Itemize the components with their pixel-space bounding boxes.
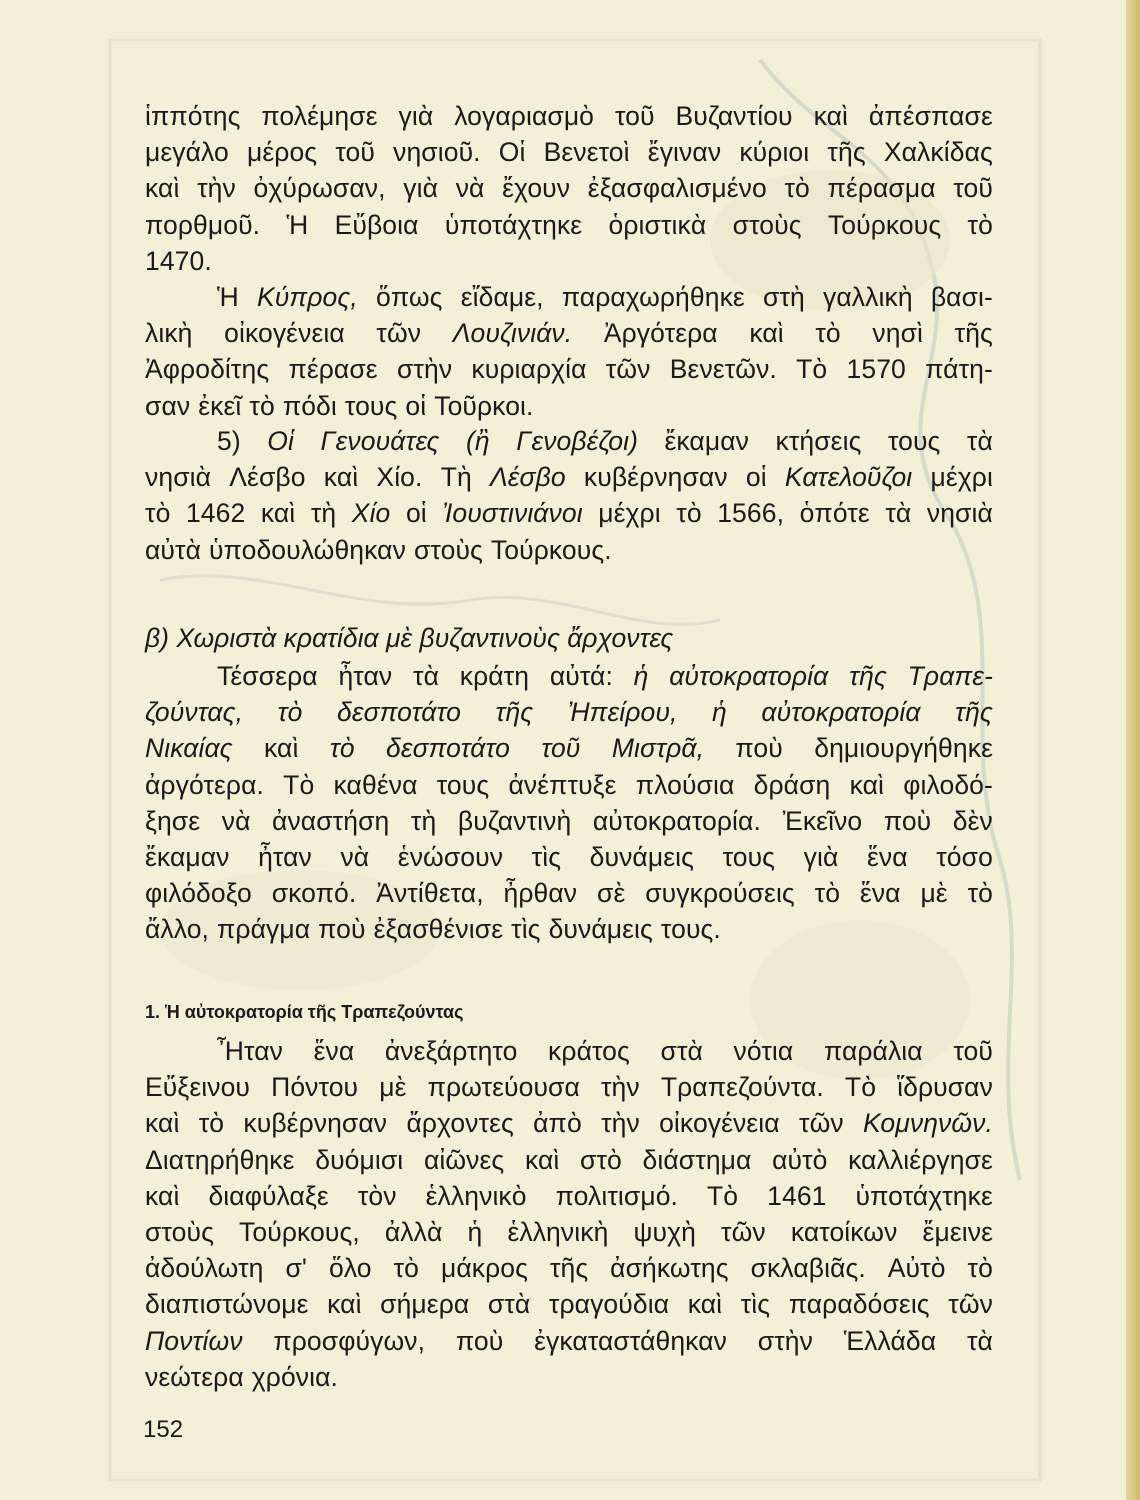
text-line bbox=[145, 911, 993, 947]
word: γιὰ bbox=[398, 101, 434, 131]
text-line bbox=[145, 98, 993, 134]
word: τὸ bbox=[198, 1108, 225, 1139]
word: ἐγκαταστάθηκαν bbox=[534, 1325, 727, 1356]
word: ὑποδουλώθηκαν bbox=[209, 534, 406, 565]
word: τὸ bbox=[249, 390, 275, 421]
word: ἀπὸ bbox=[533, 1108, 582, 1139]
word: πράγμα bbox=[217, 914, 311, 945]
word: τὸ bbox=[967, 209, 993, 240]
word: τὶς bbox=[740, 1289, 771, 1320]
word: 1566, bbox=[717, 498, 785, 529]
word: στὴν bbox=[396, 354, 453, 385]
word: Διατηρήθηκε bbox=[145, 1144, 295, 1175]
text-line bbox=[145, 388, 993, 424]
word: τόσο bbox=[936, 841, 993, 872]
text-line bbox=[145, 767, 993, 803]
word: Ἀφροδίτης bbox=[145, 354, 270, 385]
text-line bbox=[145, 1359, 993, 1395]
word: ἱππότης bbox=[145, 101, 241, 131]
word: σαν bbox=[145, 390, 191, 421]
word: παραχωρήθηκε bbox=[561, 282, 745, 312]
word: Γενοβέζοι) bbox=[516, 426, 638, 456]
word: δυνάμεις bbox=[589, 841, 694, 872]
word: οἰκογένεια bbox=[659, 1108, 780, 1139]
word: Τὸ bbox=[707, 1180, 739, 1211]
word: τὸ bbox=[815, 318, 841, 349]
word: ποὺ bbox=[455, 1325, 504, 1356]
word: Ἡ bbox=[286, 209, 309, 240]
text-line bbox=[145, 532, 993, 568]
word: Τραπε- bbox=[907, 661, 993, 691]
word: ὑποτάχτηκε bbox=[444, 209, 583, 240]
word: Γενουάτες bbox=[320, 426, 440, 456]
word: νὰ bbox=[221, 805, 251, 836]
word: ἀναστήση bbox=[272, 805, 390, 836]
word: αὐτοκρατορία. bbox=[592, 805, 761, 836]
word: δεσποτάτο bbox=[386, 733, 510, 764]
word: νησὶ bbox=[872, 318, 924, 349]
word: τῶν bbox=[948, 1289, 993, 1320]
word: Ἐκεῖνο bbox=[782, 805, 863, 836]
word: πάτη- bbox=[925, 354, 993, 385]
word: ἡ bbox=[467, 1216, 483, 1247]
word: Ἰουστινιάνοι bbox=[442, 498, 583, 529]
word: νεώτερα bbox=[145, 1361, 244, 1392]
word: σκλαβιᾶς. bbox=[750, 1253, 866, 1284]
word: ἀλλὰ bbox=[384, 1216, 443, 1247]
word: ἔχουν bbox=[502, 173, 571, 204]
word: αὐτοκρατορία bbox=[761, 697, 921, 728]
word: τὶς bbox=[511, 914, 541, 945]
word: πέρασμα bbox=[827, 173, 936, 204]
word: καὶ bbox=[327, 1289, 362, 1320]
word: οἰκογένεια bbox=[224, 318, 345, 349]
word: αἰῶνες bbox=[423, 1144, 505, 1175]
subsection-heading: β) Χωριστὰ κρατίδια μὲ βυζαντινοὺς ἄρχοντες bbox=[145, 623, 674, 653]
paragraph-cyprus bbox=[145, 279, 993, 424]
word: Ποντίων bbox=[145, 1325, 243, 1356]
word: τὰ bbox=[966, 1325, 993, 1356]
text-line bbox=[145, 1286, 993, 1322]
word: Κομνηνῶν. bbox=[862, 1108, 993, 1139]
word: ἦταν bbox=[258, 841, 312, 872]
word: Κατελοῦζοι bbox=[784, 462, 913, 493]
word: ὀχύρωσαν, bbox=[253, 173, 386, 204]
word: Ἡ bbox=[217, 282, 239, 312]
word: καὶ bbox=[264, 733, 299, 764]
word: στὰ bbox=[487, 1289, 531, 1320]
word: ἀδούλωτη bbox=[145, 1253, 264, 1284]
word: 1570 bbox=[846, 354, 906, 385]
word: τὸ bbox=[814, 878, 841, 909]
word: καὶ bbox=[145, 1180, 180, 1211]
word: νὰ bbox=[455, 173, 485, 204]
word: κτήσεις bbox=[775, 426, 862, 456]
word: ἕνα bbox=[313, 1036, 355, 1066]
word: Μιστρᾶ, bbox=[611, 733, 705, 764]
word: ἦρθαν bbox=[503, 878, 578, 909]
word: βυζαντινὴ bbox=[457, 805, 572, 836]
word: πολιτισμό. bbox=[555, 1180, 678, 1211]
text-line bbox=[145, 134, 993, 170]
paragraph-four-states bbox=[145, 658, 993, 948]
word: στὴν bbox=[757, 1325, 813, 1356]
word: τους bbox=[722, 841, 776, 872]
word: τῶν bbox=[721, 1216, 766, 1247]
word: Βενετῶν. bbox=[669, 354, 777, 385]
text-line bbox=[145, 207, 993, 243]
word: στὰ bbox=[660, 1036, 703, 1066]
word: τοῦ bbox=[541, 733, 581, 764]
word: δυόμισι bbox=[315, 1144, 404, 1175]
word: τους bbox=[887, 426, 941, 456]
word: εἴδαμε, bbox=[460, 282, 544, 312]
word: μέχρι bbox=[930, 462, 993, 493]
word: πολέμησε bbox=[261, 101, 378, 131]
text-line bbox=[145, 279, 993, 315]
text-line bbox=[145, 1142, 993, 1178]
word: οἱ bbox=[745, 462, 767, 493]
word: αὐτὸ bbox=[772, 1144, 828, 1175]
text-line bbox=[145, 1033, 993, 1069]
word: ἀργότερα. bbox=[145, 769, 264, 800]
word: ξησε bbox=[145, 805, 201, 836]
word: Τὸ bbox=[796, 354, 828, 385]
word: διαφύλαξε bbox=[208, 1180, 329, 1211]
word: Λέσβο bbox=[229, 462, 306, 493]
word: τοῦ bbox=[614, 101, 655, 131]
word: τὸ bbox=[277, 697, 303, 728]
word: τῆς bbox=[849, 661, 887, 691]
text-line bbox=[145, 839, 993, 875]
text-line bbox=[145, 243, 993, 279]
word: τὶς bbox=[531, 841, 562, 872]
word: στὸ bbox=[580, 1144, 622, 1175]
page-edge bbox=[1126, 0, 1140, 1500]
word: τους bbox=[436, 769, 490, 800]
word: μέρος bbox=[247, 137, 318, 168]
word: καὶ bbox=[524, 1144, 560, 1175]
word: καὶ bbox=[145, 1108, 180, 1139]
word: Ἀντίθετα, bbox=[376, 878, 484, 909]
word: τὴ bbox=[310, 498, 337, 529]
word: τὴν bbox=[197, 173, 236, 204]
word: δεσποτάτο bbox=[337, 697, 461, 728]
word: ἑλληνικὸ bbox=[425, 1180, 527, 1211]
word: ποὺ bbox=[735, 733, 783, 764]
word: γιὰ bbox=[803, 841, 839, 872]
word: Τέσσερα bbox=[217, 661, 318, 691]
word: ἕνα bbox=[866, 841, 908, 872]
text-line bbox=[145, 730, 993, 766]
text-line bbox=[145, 658, 993, 694]
word: ὅλο bbox=[329, 1253, 372, 1284]
word: νότια bbox=[733, 1036, 794, 1066]
word: κυριαρχία bbox=[471, 354, 587, 385]
word: Χίο. bbox=[376, 462, 423, 493]
text-line bbox=[145, 694, 993, 730]
word: ἔγιναν bbox=[647, 137, 722, 168]
word: ἑνώσουν bbox=[397, 841, 504, 872]
word: καὶ bbox=[323, 462, 359, 493]
word: ὅπως bbox=[376, 282, 443, 312]
word: τὰ bbox=[413, 661, 439, 691]
word: νὰ bbox=[340, 841, 370, 872]
word: ἐκεῖ bbox=[198, 390, 242, 421]
word: τους bbox=[344, 390, 398, 421]
word: Χίο bbox=[351, 498, 391, 529]
text-line bbox=[145, 1069, 993, 1105]
word: τῆς bbox=[827, 137, 866, 168]
text-line bbox=[145, 351, 993, 387]
word: λογαριασμὸ bbox=[454, 101, 595, 131]
word: κράτη bbox=[459, 661, 530, 691]
word: Αὐτὸ bbox=[887, 1253, 946, 1284]
word: στοὺς bbox=[145, 1216, 214, 1247]
text-line bbox=[145, 875, 993, 911]
word: καλλιέργησε bbox=[848, 1144, 993, 1175]
word: οἱ bbox=[405, 390, 427, 421]
page-number: 152 bbox=[143, 1416, 184, 1443]
word: τῆς bbox=[954, 318, 993, 349]
word: τὸ bbox=[329, 733, 355, 764]
word: Κύπρος, bbox=[256, 282, 358, 312]
text-line bbox=[145, 1105, 993, 1141]
word: αὐτά: bbox=[549, 661, 613, 691]
word: στοὺς bbox=[732, 209, 802, 240]
word: Τούρκους bbox=[827, 209, 942, 240]
word: ἔκαμαν bbox=[664, 426, 749, 456]
word: τῶν bbox=[605, 354, 651, 385]
word: πρωτεύουσα bbox=[427, 1072, 580, 1103]
word: πόδι bbox=[282, 390, 337, 421]
word: στὴ bbox=[763, 282, 805, 312]
word: παραδόσεις bbox=[788, 1289, 930, 1320]
word: Ἑλλάδα bbox=[843, 1325, 937, 1356]
word: διάστημα bbox=[642, 1144, 752, 1175]
word: Βενετοὶ bbox=[543, 137, 630, 168]
word: Τὴ bbox=[440, 462, 472, 493]
word: τοῦ bbox=[335, 137, 375, 168]
word: χρόνια. bbox=[251, 1361, 339, 1392]
paragraph-genoese bbox=[145, 423, 993, 568]
text-line bbox=[145, 1178, 993, 1214]
word: Λέσβο bbox=[490, 462, 566, 493]
word: 1462 bbox=[185, 498, 246, 529]
word: σ' bbox=[285, 1253, 308, 1284]
word: μεγάλο bbox=[145, 137, 229, 168]
word: Τούρκους. bbox=[490, 534, 612, 565]
word: ἀσήκωτης bbox=[610, 1253, 729, 1284]
word: βασι- bbox=[930, 282, 993, 312]
word: τῆς bbox=[955, 697, 993, 728]
word: νησιὰ bbox=[145, 462, 212, 493]
word: ἑλληνικὴ bbox=[507, 1216, 609, 1247]
word: ἀπέσπασε bbox=[868, 101, 993, 131]
word: ψυχὴ bbox=[633, 1216, 696, 1247]
word: ἄρχοντες bbox=[406, 1108, 514, 1139]
word: Ἦταν bbox=[217, 1036, 283, 1066]
word: ζούντας, bbox=[145, 697, 244, 728]
word: πορθμοῦ. bbox=[145, 209, 261, 240]
word: καὶ bbox=[749, 318, 784, 349]
word: σὲ bbox=[597, 878, 626, 909]
word: Εὔξεινου bbox=[145, 1072, 251, 1103]
word: κύριοι bbox=[739, 137, 810, 168]
text-line bbox=[145, 423, 993, 459]
word: καὶ bbox=[145, 173, 180, 204]
word: τῆς bbox=[549, 1253, 589, 1284]
text-line bbox=[145, 1323, 993, 1359]
word: Τὸ bbox=[283, 769, 315, 800]
word: δυνάμεις bbox=[548, 914, 653, 945]
word: καθένα bbox=[333, 769, 418, 800]
word: τὸ bbox=[967, 1253, 993, 1284]
word: τὸ bbox=[393, 1253, 419, 1284]
word: ποὺ bbox=[883, 805, 932, 836]
word: καὶ bbox=[687, 1289, 723, 1320]
word: τὴν bbox=[601, 1108, 640, 1139]
word: τὰ bbox=[966, 426, 993, 456]
word: παράλια bbox=[823, 1036, 923, 1066]
word: γιὰ bbox=[403, 173, 439, 204]
word: τὰ bbox=[885, 498, 912, 529]
word: πέρασε bbox=[288, 354, 378, 385]
word: λικὴ bbox=[145, 318, 193, 349]
word: δράση bbox=[753, 769, 831, 800]
word: τὴν bbox=[600, 1072, 640, 1103]
word: Νικαίας bbox=[145, 733, 233, 764]
word: ἦταν bbox=[338, 661, 393, 691]
paragraph-evia bbox=[145, 98, 993, 279]
word: τὸ bbox=[145, 498, 171, 529]
word: τους. bbox=[660, 914, 721, 945]
word: ἕνα bbox=[859, 878, 901, 909]
word: τοῦ bbox=[953, 173, 993, 204]
word: αὐτοκρατορία bbox=[669, 661, 829, 691]
word: Τραπεζούντα. bbox=[660, 1072, 824, 1103]
word: καὶ bbox=[813, 101, 848, 131]
word: τοῦ bbox=[953, 1036, 993, 1066]
word: τὴ bbox=[410, 805, 437, 836]
word: νησιὰ bbox=[926, 498, 993, 529]
word: Εὔβοια bbox=[334, 209, 419, 240]
word: Χαλκίδας bbox=[883, 137, 993, 168]
word: ἄλλο, bbox=[145, 914, 210, 945]
word: ἵδρυσαν bbox=[897, 1072, 993, 1103]
word: Ἀργότερα bbox=[603, 318, 718, 349]
text-line bbox=[145, 459, 993, 495]
word: Πόντου bbox=[271, 1072, 359, 1103]
word: φιλοδό- bbox=[903, 769, 993, 800]
word: Λουζινιάν. bbox=[452, 318, 573, 349]
word: μὲ bbox=[379, 1072, 407, 1103]
text-line bbox=[145, 315, 993, 351]
word: ἐξασφαλισμένο bbox=[587, 173, 767, 204]
word: ὑποτάχτηκε bbox=[855, 1180, 993, 1211]
word: τῶν bbox=[799, 1108, 844, 1139]
word: Τούρκους, bbox=[239, 1216, 360, 1247]
word: νησιοῦ. bbox=[393, 137, 481, 168]
word: προσφύγων, bbox=[273, 1325, 426, 1356]
word: οἱ bbox=[405, 498, 427, 529]
word: καὶ bbox=[849, 769, 885, 800]
section-heading: 1. Ἡ αὐτοκρατορία τῆς Τραπεζούντας bbox=[145, 1002, 464, 1022]
word: 1461 bbox=[767, 1180, 827, 1211]
word: τῶν bbox=[376, 318, 422, 349]
word: τὸν bbox=[357, 1180, 397, 1211]
word: ὁπότε bbox=[799, 498, 870, 529]
word: ἡ bbox=[712, 697, 727, 728]
paragraph-trebizond bbox=[145, 1033, 993, 1395]
word: ἀνεξάρτητο bbox=[384, 1036, 518, 1066]
word: γαλλικὴ bbox=[823, 282, 913, 312]
word: πλούσια bbox=[635, 769, 735, 800]
word: δὲν bbox=[952, 805, 993, 836]
word: ὁριστικὰ bbox=[608, 209, 707, 240]
word: σήμερα bbox=[380, 1289, 470, 1320]
text-line bbox=[145, 1214, 993, 1250]
word: ἡ bbox=[633, 661, 649, 691]
word: τὸ bbox=[676, 498, 702, 529]
word: διαπιστώνομε bbox=[145, 1289, 309, 1320]
word: ἀνέπτυξε bbox=[508, 769, 617, 800]
word: μάκρος bbox=[440, 1253, 528, 1284]
word: φιλόδοξο bbox=[145, 878, 252, 909]
word: Τοῦρκοι. bbox=[434, 390, 534, 421]
word: δημιουργήθηκε bbox=[814, 733, 993, 764]
word: (ἢ bbox=[466, 426, 490, 456]
word: Οἱ bbox=[498, 137, 526, 168]
word: τὸ bbox=[784, 173, 810, 204]
word: ἔμεινε bbox=[922, 1216, 993, 1247]
word: σκοπό. bbox=[271, 878, 357, 909]
word: 1470. bbox=[145, 245, 212, 276]
word: καὶ bbox=[260, 498, 296, 529]
word: κράτος bbox=[548, 1036, 630, 1066]
word: στοὺς bbox=[413, 534, 483, 565]
word: συγκρούσεις bbox=[645, 878, 795, 909]
word: κυβέρνησαν bbox=[583, 462, 728, 493]
text-line bbox=[145, 1250, 993, 1286]
word: 5) bbox=[217, 426, 241, 456]
word: Οἱ bbox=[267, 426, 294, 456]
text-line bbox=[145, 803, 993, 839]
text-line bbox=[145, 495, 993, 531]
word: Βυζαντίου bbox=[675, 101, 793, 131]
word: μὲ bbox=[920, 878, 948, 909]
word: τὸ bbox=[967, 878, 993, 909]
text-line bbox=[145, 170, 993, 206]
word: κυβέρνησαν bbox=[243, 1108, 388, 1139]
word: ποὺ bbox=[318, 914, 366, 945]
word: μέχρι bbox=[598, 498, 661, 529]
word: αὐτὰ bbox=[145, 534, 202, 565]
word: κατοίκων bbox=[790, 1216, 898, 1247]
word: τῆς bbox=[495, 697, 534, 728]
word: ἔκαμαν bbox=[145, 841, 230, 872]
word: ἐξασθένισε bbox=[373, 914, 504, 945]
word: Ἠπείρου, bbox=[567, 697, 678, 728]
word: Τὸ bbox=[844, 1072, 877, 1103]
word: τραγούδια bbox=[548, 1289, 670, 1320]
